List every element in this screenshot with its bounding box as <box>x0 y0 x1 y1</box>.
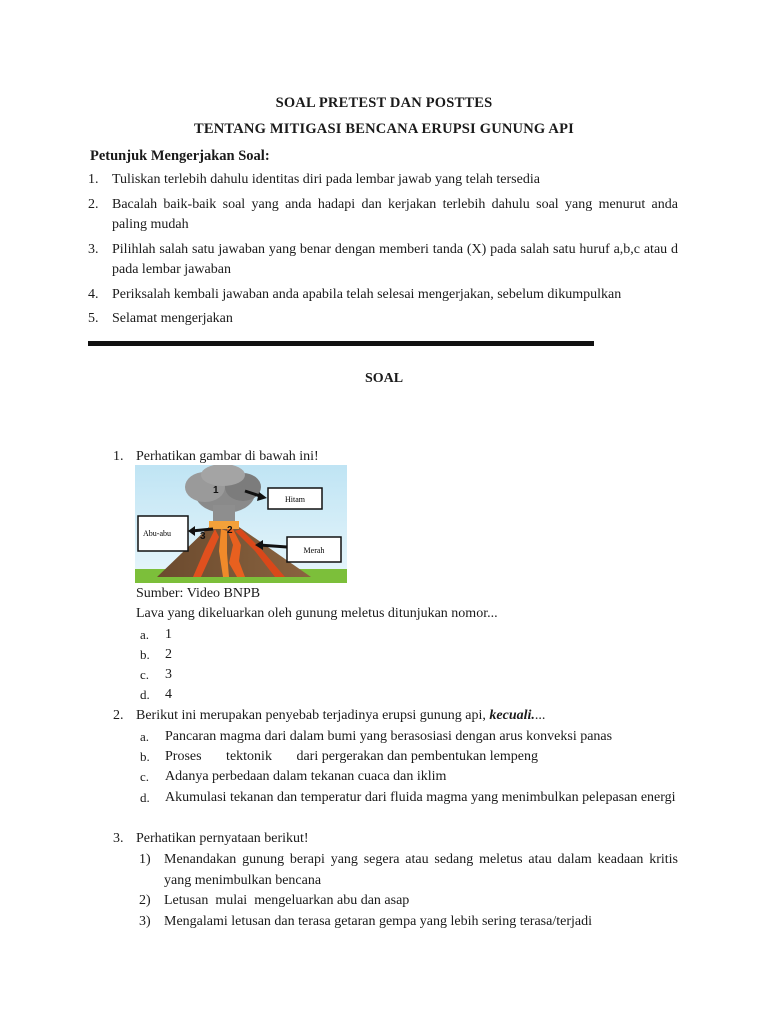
question-number: 3. <box>113 831 124 846</box>
instruction-item <box>88 240 678 281</box>
instruction-number: 2. <box>88 196 99 212</box>
statement-number: 3) <box>139 914 151 929</box>
option-text: 1 <box>165 627 172 642</box>
option-text: 4 <box>165 687 172 702</box>
option-text: Pancaran magma dari dalam bumi yang berasosiasi dengan arus konveksi panas <box>165 729 613 744</box>
option-letter: c. <box>140 769 150 784</box>
statement-text: Menandakan gunung berapi yang segera atau sedang meletus atau dalam keadaan kritis yang menimbulkan bencana <box>164 852 678 888</box>
question-prompt: Lava yang dikeluarkan oleh gunung meletus ditunjukan nomor... <box>136 606 498 621</box>
statement-number: 1) <box>139 852 151 867</box>
option-c[interactable] <box>140 767 680 788</box>
option-letter: a. <box>140 627 150 642</box>
option-c[interactable] <box>140 665 680 686</box>
marker-3: 3 <box>200 531 206 542</box>
statement-number: 2) <box>139 893 151 908</box>
instruction-item <box>88 309 678 330</box>
option-d[interactable] <box>140 788 680 830</box>
instruction-item <box>88 195 678 236</box>
section-heading: SOAL <box>364 371 404 386</box>
option-letter: d. <box>140 790 150 805</box>
marker-2: 2 <box>227 525 233 536</box>
label-abu: Abu-abu <box>143 529 171 538</box>
question-text <box>136 706 545 727</box>
option-letter: a. <box>140 729 150 744</box>
option-letter: b. <box>140 749 150 764</box>
question-text: Perhatikan gambar di bawah ini! <box>136 449 319 464</box>
instruction-text: Bacalah baik-baik soal yang anda hadapi dan kerjakan terlebih dahulu soal yang menurut anda paling mudah <box>112 196 678 232</box>
arrow-merah <box>259 545 287 547</box>
option-letter: c. <box>140 667 150 682</box>
question-2 <box>113 706 678 727</box>
instruction-text: Periksalah kembali jawaban anda apabila telah selesai mengerjakan, sebelum dikumpulkan <box>112 286 622 302</box>
question-text-ellipsis: ... <box>534 708 546 723</box>
statement-item <box>139 912 679 933</box>
statement-item <box>139 850 679 892</box>
instruction-text: Pilihlah salah satu jawaban yang benar dengan memberi tanda (X) pada salah satu huruf a,b,c atau d pada lembar jawaban <box>112 241 678 277</box>
statement-item <box>139 891 679 912</box>
question-text: Perhatikan pernyataan berikut! <box>136 831 309 846</box>
instruction-text: Tuliskan terlebih dahulu identitas diri pada lembar jawab yang telah tersedia <box>112 172 540 187</box>
option-letter: b. <box>140 647 150 662</box>
question-3 <box>113 829 678 850</box>
question-number: 2. <box>113 708 124 723</box>
section-divider <box>88 341 594 346</box>
option-text: Adanya perbedaan dalam tekanan cuaca dan iklim <box>165 769 447 784</box>
instruction-number: 4. <box>88 286 99 302</box>
option-text: 2 <box>165 647 172 662</box>
question-number: 1. <box>113 449 124 464</box>
option-a[interactable] <box>140 727 680 748</box>
option-letter: d. <box>140 687 150 702</box>
document-title: SOAL PRETEST DAN POSTTES <box>275 95 493 111</box>
option-text: Proses tektonik dari pergerakan dan pembentukan lempeng <box>165 749 538 764</box>
label-hitam: Hitam <box>285 495 305 504</box>
crater-glow <box>209 521 239 529</box>
instructions-heading: Petunjuk Mengerjakan Soal: <box>90 148 270 164</box>
statement-text: Letusan mulai mengeluarkan abu dan asap <box>164 893 410 908</box>
instruction-item <box>88 170 678 191</box>
marker-1: 1 <box>213 485 219 496</box>
instructions-list <box>88 170 678 334</box>
question-keyword: kecuali. <box>489 708 535 723</box>
option-d[interactable] <box>140 685 680 706</box>
option-text: 3 <box>165 667 172 682</box>
instruction-number: 5. <box>88 311 99 326</box>
statement-text: Mengalami letusan dan terasa getaran gempa yang lebih sering terasa/terjadi <box>164 914 592 929</box>
instruction-text: Selamat mengerjakan <box>112 311 233 326</box>
instruction-item <box>88 285 678 306</box>
question-text-main: Berikut ini merupakan penyebab terjadinya erupsi gunung api, <box>136 708 490 723</box>
volcano-figure <box>135 465 347 583</box>
option-b[interactable] <box>140 747 680 768</box>
document-subtitle: TENTANG MITIGASI BENCANA ERUPSI GUNUNG API <box>194 121 574 137</box>
option-b[interactable] <box>140 645 680 666</box>
option-text: Akumulasi tekanan dan temperatur dari fluida magma yang menimbulkan pelepasan energi <box>165 790 676 805</box>
figure-source: Sumber: Video BNPB <box>136 586 261 601</box>
label-merah: Merah <box>303 546 325 555</box>
option-a[interactable] <box>140 625 680 646</box>
instruction-number: 3. <box>88 241 99 257</box>
instruction-number: 1. <box>88 172 99 187</box>
